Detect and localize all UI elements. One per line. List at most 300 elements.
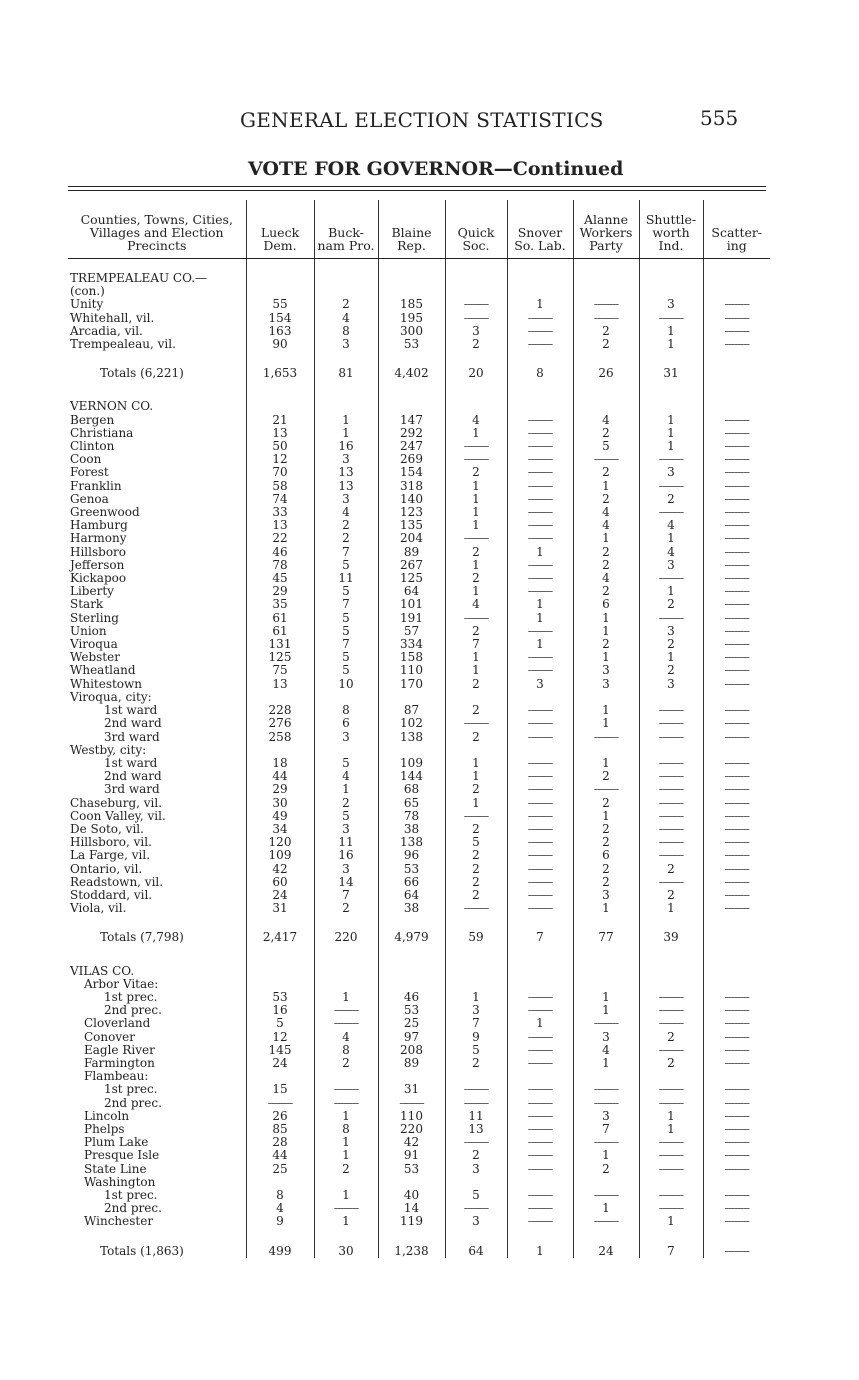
vote-cell: 45	[246, 572, 314, 585]
precinct-name: Christiana	[70, 426, 134, 440]
vote-cell	[639, 285, 703, 298]
precinct-name: Ontario, vil.	[70, 862, 143, 876]
precinct-name: Sterling	[70, 611, 119, 625]
vote-cell: --------	[314, 1097, 378, 1110]
spacer-cell	[573, 1229, 639, 1242]
table-row	[68, 889, 770, 902]
precinct-name: Stoddard, vil.	[70, 888, 153, 902]
vote-cell: --------	[507, 1004, 573, 1017]
vote-cell	[703, 285, 770, 298]
vote-cell: --------	[507, 559, 573, 572]
totals-row	[68, 928, 770, 944]
vote-cell: 5	[445, 1044, 507, 1057]
vote-cell: --------	[507, 1110, 573, 1123]
spacer-cell	[507, 945, 573, 965]
precinct-name: Whitestown	[70, 677, 143, 691]
vote-cell: --------	[507, 1031, 573, 1044]
vote-cell: --------	[703, 612, 770, 625]
vote-cell: 5	[314, 625, 378, 638]
vote-cell: --------	[703, 298, 770, 311]
vote-cell	[507, 400, 573, 413]
vote-cell	[573, 744, 639, 757]
vote-cell: 3	[573, 664, 639, 677]
precinct-name: Liberty	[70, 585, 114, 599]
vote-cell: --------	[507, 797, 573, 810]
vote-cell: 5	[314, 810, 378, 823]
vote-cell: 81	[314, 364, 378, 380]
vote-cell: 2	[314, 532, 378, 545]
vote-cell: --------	[703, 440, 770, 453]
vote-cell	[573, 978, 639, 991]
precinct-name: 2nd prec.	[104, 1004, 162, 1018]
vote-cell: 4	[573, 519, 639, 532]
vote-cell: 119	[378, 1215, 445, 1228]
precinct-name: Totals (1,863)	[100, 1243, 184, 1258]
vote-cell: --------	[445, 612, 507, 625]
precinct-name: Franklin	[70, 479, 122, 493]
spacer-cell	[573, 945, 639, 965]
table-row	[68, 298, 770, 311]
vote-cell: --------	[703, 453, 770, 466]
precinct-name: Eagle River	[84, 1043, 155, 1057]
vote-cell: --------	[703, 325, 770, 338]
vote-cell: --------	[639, 823, 703, 836]
precinct-name: Flambeau:	[84, 1070, 149, 1084]
vote-cell	[378, 285, 445, 298]
table-row	[68, 902, 770, 915]
table-row	[68, 797, 770, 810]
vote-cell: --------	[703, 1083, 770, 1096]
vote-cell: 44	[246, 770, 314, 783]
table-row	[68, 1123, 770, 1136]
precinct-name: 2nd ward	[104, 717, 162, 731]
vote-cell: 8	[314, 704, 378, 717]
vote-cell: --------	[639, 312, 703, 325]
vote-cell: 276	[246, 717, 314, 730]
vote-cell: 2	[573, 427, 639, 440]
vote-cell: --------	[703, 480, 770, 493]
vote-cell: --------	[573, 298, 639, 311]
vote-cell: 1	[573, 704, 639, 717]
vote-cell: 1	[314, 427, 378, 440]
vote-cell: --------	[573, 1215, 639, 1228]
precinct-name: Harmony	[70, 532, 127, 546]
vote-cell: 2	[639, 1057, 703, 1070]
vote-cell: 78	[246, 559, 314, 572]
vote-cell: --------	[639, 991, 703, 1004]
vote-cell: --------	[378, 1097, 445, 1110]
table-row	[68, 678, 770, 691]
spacer-row	[68, 380, 770, 400]
vote-cell: 1,653	[246, 364, 314, 380]
vote-cell: --------	[507, 1163, 573, 1176]
precinct-name: Phelps	[84, 1122, 125, 1136]
spacer-cell	[507, 351, 573, 364]
table-row	[68, 519, 770, 532]
vote-cell: 1	[573, 651, 639, 664]
precinct-name: 1st prec.	[104, 1189, 158, 1202]
vote-cell: 87	[378, 704, 445, 717]
vote-cell: --------	[445, 298, 507, 311]
vote-cell: 1	[639, 427, 703, 440]
vote-cell: --------	[703, 338, 770, 351]
vote-cell: 65	[378, 797, 445, 810]
vote-cell: 1	[314, 1215, 378, 1228]
vote-cell: 13	[314, 480, 378, 493]
vote-cell: --------	[573, 453, 639, 466]
vote-cell: --------	[507, 427, 573, 440]
vote-cell: 4	[246, 1202, 314, 1215]
header-row	[68, 200, 770, 259]
vote-cell: 53	[378, 863, 445, 876]
table-row	[68, 559, 770, 572]
vote-cell: 154	[246, 312, 314, 325]
vote-cell: --------	[639, 506, 703, 519]
vote-cell: --------	[445, 717, 507, 730]
vote-cell: --------	[639, 783, 703, 796]
table-row	[68, 1070, 770, 1083]
vote-cell: --------	[507, 519, 573, 532]
vote-cell: 21	[246, 414, 314, 427]
vote-cell	[573, 965, 639, 978]
spacer-cell	[703, 259, 770, 273]
table-row	[68, 325, 770, 338]
vote-cell	[246, 400, 314, 413]
vote-cell: 1	[507, 298, 573, 311]
spacer-cell	[639, 915, 703, 928]
vote-cell: 14	[378, 1202, 445, 1215]
vote-cell: 59	[445, 928, 507, 944]
top-rule-2	[68, 190, 766, 191]
vote-cell: --------	[703, 704, 770, 717]
vote-cell	[378, 1176, 445, 1189]
vote-cell: 16	[246, 1004, 314, 1017]
vote-cell: 145	[246, 1044, 314, 1057]
vote-cell	[639, 965, 703, 978]
vote-cell: 292	[378, 427, 445, 440]
vote-cell: --------	[703, 849, 770, 862]
vote-cell: 1	[507, 612, 573, 625]
vote-cell	[378, 965, 445, 978]
precinct-name: Union	[70, 624, 107, 638]
precinct-name: Totals (6,221)	[100, 366, 184, 381]
vote-cell: 5	[314, 612, 378, 625]
vote-cell: --------	[703, 810, 770, 823]
vote-cell	[703, 272, 770, 285]
vote-cell: 1	[445, 480, 507, 493]
vote-cell: 6	[573, 849, 639, 862]
vote-cell: 4	[573, 414, 639, 427]
vote-cell: 220	[314, 928, 378, 944]
table-row	[68, 480, 770, 493]
table-row	[68, 876, 770, 889]
vote-cell: 44	[246, 1149, 314, 1162]
top-rule	[68, 186, 766, 187]
vote-cell	[314, 1176, 378, 1189]
vote-cell: 33	[246, 506, 314, 519]
vote-cell: 25	[378, 1017, 445, 1030]
vote-cell: --------	[639, 1004, 703, 1017]
vote-cell: 2	[445, 1057, 507, 1070]
spacer-cell	[639, 380, 703, 400]
vote-cell: 1	[507, 1242, 573, 1258]
vote-cell: 55	[246, 298, 314, 311]
precinct-name: La Farge, vil.	[70, 849, 151, 863]
vote-cell: 2	[445, 625, 507, 638]
vote-cell: 2	[445, 678, 507, 691]
spacer-cell	[314, 351, 378, 364]
vote-cell	[507, 1070, 573, 1083]
vote-cell: --------	[573, 783, 639, 796]
vote-cell	[246, 744, 314, 757]
vote-cell: 140	[378, 493, 445, 506]
table-row	[68, 532, 770, 545]
vote-cell	[573, 691, 639, 704]
vote-cell: 3	[639, 625, 703, 638]
vote-cell: 89	[378, 546, 445, 559]
totals-row	[68, 364, 770, 380]
vote-cell: 191	[378, 612, 445, 625]
vote-cell	[314, 965, 378, 978]
vote-cell: 2	[445, 889, 507, 902]
spacer-row	[68, 915, 770, 928]
vote-cell: 2	[445, 1149, 507, 1162]
spacer-cell	[378, 945, 445, 965]
vote-cell: --------	[639, 717, 703, 730]
spacer-cell	[573, 915, 639, 928]
spacer-row	[68, 945, 770, 965]
vote-cell: 1	[314, 783, 378, 796]
vote-cell: 89	[378, 1057, 445, 1070]
precinct-name: Trempealeau, vil.	[70, 338, 176, 352]
vote-cell: --------	[314, 1017, 378, 1030]
vote-cell: 14	[314, 876, 378, 889]
vote-cell	[703, 1070, 770, 1083]
spacer-cell	[703, 915, 770, 928]
county-heading-row	[68, 965, 770, 978]
precinct-name: Farmington	[84, 1056, 155, 1070]
vote-cell: 31	[246, 902, 314, 915]
vote-cell: 7	[314, 889, 378, 902]
vote-cell: --------	[573, 1017, 639, 1030]
vote-cell: 2	[445, 466, 507, 479]
vote-cell: --------	[445, 532, 507, 545]
vote-cell: --------	[314, 1202, 378, 1215]
vote-cell: 1	[445, 991, 507, 1004]
vote-cell	[703, 364, 770, 380]
table-row	[68, 1149, 770, 1162]
vote-cell: 75	[246, 664, 314, 677]
col-header-precinct: Counties, Towns, Cities, Villages and Election Precincts	[68, 200, 246, 259]
vote-cell	[507, 272, 573, 285]
table-row	[68, 1215, 770, 1228]
vote-cell: 1	[573, 480, 639, 493]
vote-cell: 2	[573, 325, 639, 338]
vote-cell: 8	[314, 325, 378, 338]
vote-cell: 13	[314, 466, 378, 479]
vote-cell: 135	[378, 519, 445, 532]
vote-cell: 3	[314, 493, 378, 506]
vote-cell	[445, 691, 507, 704]
vote-cell: --------	[639, 876, 703, 889]
vote-cell: --------	[507, 1202, 573, 1215]
table-row	[68, 810, 770, 823]
table-row	[68, 991, 770, 1004]
vote-cell: --------	[507, 991, 573, 1004]
vote-cell	[639, 978, 703, 991]
vote-cell	[314, 272, 378, 285]
col-header-shuttleworth: Shuttle-worth Ind.	[639, 200, 703, 259]
vote-cell: --------	[703, 770, 770, 783]
vote-cell: --------	[507, 1215, 573, 1228]
vote-cell: --------	[703, 493, 770, 506]
vote-cell: --------	[703, 1110, 770, 1123]
vote-cell: 247	[378, 440, 445, 453]
vote-cell: 1	[314, 1136, 378, 1149]
vote-cell	[314, 978, 378, 991]
table-row	[68, 704, 770, 717]
vote-cell: 3	[445, 1004, 507, 1017]
spacer-cell	[68, 380, 246, 400]
precinct-name: Coon	[70, 453, 102, 467]
vote-cell: --------	[703, 598, 770, 611]
vote-cell: 42	[246, 863, 314, 876]
table-row	[68, 717, 770, 730]
vote-cell: 1	[445, 493, 507, 506]
vote-cell: 1	[573, 902, 639, 915]
vote-cell: 35	[246, 598, 314, 611]
vote-cell: 74	[246, 493, 314, 506]
vote-cell: 2	[445, 572, 507, 585]
vote-cell: 1	[314, 1189, 378, 1202]
vote-cell: 5	[314, 757, 378, 770]
vote-cell	[246, 285, 314, 298]
vote-cell: 3	[445, 325, 507, 338]
county-heading-row	[68, 272, 770, 285]
vote-cell: 267	[378, 559, 445, 572]
vote-cell: 24	[246, 1057, 314, 1070]
spacer-cell	[703, 351, 770, 364]
table-row	[68, 770, 770, 783]
totals-row	[68, 1242, 770, 1258]
vote-cell: --------	[507, 717, 573, 730]
vote-cell: 1	[314, 1149, 378, 1162]
vote-cell	[639, 1070, 703, 1083]
spacer-row	[68, 259, 770, 273]
vote-cell: 258	[246, 731, 314, 744]
vote-cell	[378, 691, 445, 704]
vote-cell: 4	[639, 519, 703, 532]
vote-cell: 1	[314, 414, 378, 427]
vote-cell: 158	[378, 651, 445, 664]
vote-cell	[378, 1070, 445, 1083]
vote-cell: 4	[314, 1031, 378, 1044]
vote-cell: 220	[378, 1123, 445, 1136]
table-row	[68, 1031, 770, 1044]
vote-cell: 2	[573, 493, 639, 506]
vote-cell: --------	[639, 757, 703, 770]
vote-cell	[314, 691, 378, 704]
vote-cell: --------	[507, 651, 573, 664]
vote-cell: --------	[314, 1004, 378, 1017]
vote-cell: 49	[246, 810, 314, 823]
spacer-cell	[445, 945, 507, 965]
precinct-name: Washington	[84, 1175, 156, 1189]
vote-cell: 12	[246, 453, 314, 466]
vote-cell	[445, 1176, 507, 1189]
table-row	[68, 823, 770, 836]
vote-cell: 24	[573, 1242, 639, 1258]
vote-cell	[314, 400, 378, 413]
precinct-name: Whitehall, vil.	[70, 311, 155, 325]
vote-cell: 2	[445, 823, 507, 836]
vote-cell: 110	[378, 664, 445, 677]
vote-cell: 11	[314, 572, 378, 585]
vote-cell: 1	[573, 1004, 639, 1017]
vote-cell	[507, 691, 573, 704]
vote-cell: --------	[507, 1189, 573, 1202]
vote-table	[68, 200, 770, 1258]
spacer-cell	[445, 380, 507, 400]
vote-cell: 4	[314, 770, 378, 783]
spacer-cell	[314, 945, 378, 965]
vote-cell: 2	[639, 598, 703, 611]
vote-cell: 91	[378, 1149, 445, 1162]
vote-cell: --------	[507, 889, 573, 902]
vote-cell: 2	[445, 731, 507, 744]
col-header-bucknam: Buck-nam Pro.	[314, 200, 378, 259]
precinct-name: Jefferson	[70, 558, 125, 572]
vote-cell: 38	[378, 902, 445, 915]
vote-cell: --------	[445, 1083, 507, 1096]
vote-cell	[703, 744, 770, 757]
vote-cell: --------	[507, 1123, 573, 1136]
vote-cell: 61	[246, 612, 314, 625]
county-name: VILAS CO.	[70, 964, 135, 978]
vote-cell: --------	[639, 836, 703, 849]
vote-cell: --------	[246, 1097, 314, 1110]
vote-cell: 8	[314, 1123, 378, 1136]
vote-cell: --------	[703, 427, 770, 440]
vote-cell	[573, 1070, 639, 1083]
vote-cell	[246, 965, 314, 978]
vote-cell: 1	[573, 625, 639, 638]
vote-cell: 2	[314, 1057, 378, 1070]
vote-cell: 97	[378, 1031, 445, 1044]
vote-cell	[573, 272, 639, 285]
vote-cell: 2	[573, 338, 639, 351]
vote-cell: --------	[703, 572, 770, 585]
table-row	[68, 863, 770, 876]
vote-cell: 13	[246, 678, 314, 691]
table-row	[68, 1163, 770, 1176]
precinct-name: 1st ward	[104, 704, 158, 718]
vote-cell: 3	[314, 453, 378, 466]
vote-cell: --------	[445, 902, 507, 915]
vote-cell: --------	[507, 414, 573, 427]
vote-cell: 28	[246, 1136, 314, 1149]
vote-cell: --------	[703, 506, 770, 519]
vote-cell	[507, 1176, 573, 1189]
vote-cell: 3	[314, 823, 378, 836]
vote-cell	[246, 978, 314, 991]
precinct-name: Lincoln	[84, 1109, 130, 1123]
spacer-row	[68, 351, 770, 364]
table-row	[68, 1083, 770, 1096]
vote-cell: 3	[314, 863, 378, 876]
precinct-name: Clinton	[70, 440, 115, 454]
vote-cell: 3	[573, 678, 639, 691]
